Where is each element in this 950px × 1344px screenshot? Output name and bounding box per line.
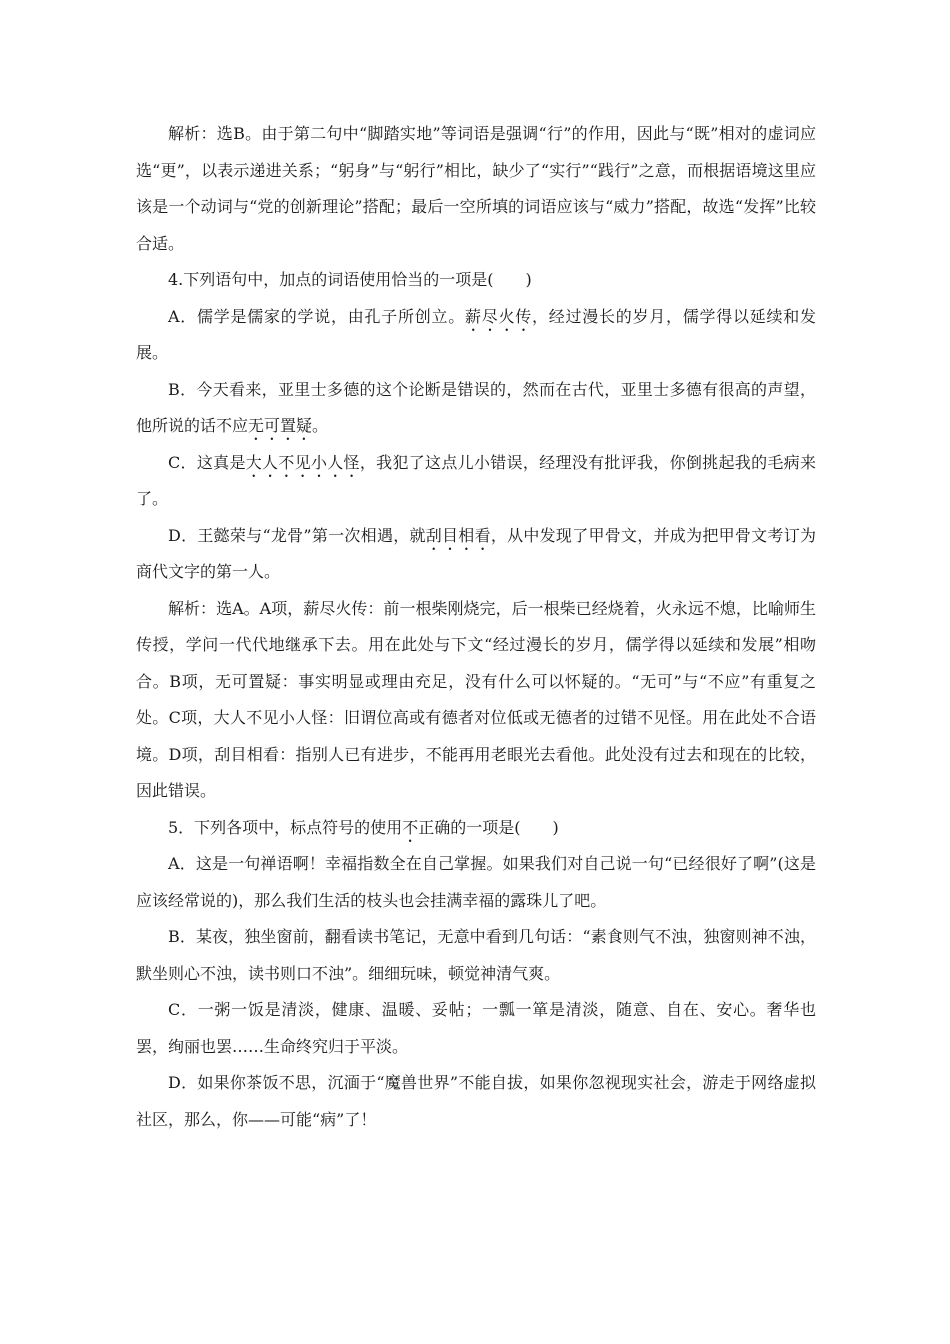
q5-stem-before: 5．下列各项中，标点符号的使用 <box>168 817 403 837</box>
q5-stem-after: 正确的一项是( ) <box>418 817 559 837</box>
document-page <box>136 116 816 1138</box>
q4-option-a <box>136 299 816 372</box>
q4-option-d-text-after: ，从中发现了甲骨文，并成为把甲骨文考订为商代文字的第一人。 <box>136 525 816 581</box>
q4-option-b <box>136 372 816 445</box>
q4-option-b-text-before: B．今天看来，亚里士多德的这个论断是错误的，然而在古代，亚里士多德有很高的声望，他所说的话不应 <box>136 379 816 435</box>
q3-analysis: 解析：选B。由于第二句中“脚踏实地”等词语是强调“行”的作用，因此与“既”相对的虚词应选“更”，以表示递进关系；“躬身”与“躬行”相比，缺少了“实行”“践行”之意，而根据语境这里应该是一个动词与“党的创新理论”搭配；最后一空所填的词语应该与“威力”搭配，故选“发挥”比较合适。 <box>136 124 816 253</box>
q4-option-d-text-before: D．王懿荣与“龙骨”第一次相遇，就 <box>168 525 426 545</box>
q5-option-d: D．如果你茶饭不思，沉湎于“魔兽世界”不能自拔，如果你忽视现实社会，游走于网络虚拟社区，那么，你——可能“病”了！ <box>136 1073 816 1129</box>
q4-option-c-text-before: C．这真是 <box>168 452 246 472</box>
q4-option-b-text-after: 。 <box>312 416 329 435</box>
q4-option-d-dotted-term: 刮目相看 <box>425 525 491 545</box>
q4-option-a-dotted-term: 薪尽火传 <box>465 306 533 326</box>
q4-option-a-text-after: ，经过漫长的岁月，儒学得以延续和发展。 <box>136 306 816 362</box>
q5-stem-dotted-word: 不 <box>402 817 419 837</box>
q5-option-b: B．某夜，独坐窗前，翻看读书笔记，无意中看到几句话：“素食则气不浊，独窗则神不浊，默坐则心不浊，读书则口不浊”。细细玩味，顿觉神清气爽。 <box>136 927 816 983</box>
q5-option-c: C．一粥一饭是清淡，健康、温暖、妥帖；一瓢一箪是清淡，随意、自在、安心。奢华也罢，绚丽也罢……生命终究归于平淡。 <box>136 1000 816 1056</box>
q5-option-a: A．这是一句禅语啊！幸福指数全在自己掌握。如果我们对自己说一句“已经很好了啊”(这是应该经常说的)，那么我们生活的枝头也会挂满幸福的露珠儿了吧。 <box>136 854 816 910</box>
q4-stem: 4.下列语句中，加点的词语使用恰当的一项是( ) <box>168 270 532 289</box>
q4-option-d <box>136 518 816 591</box>
q4-option-b-dotted-term: 无可置疑 <box>248 416 313 435</box>
q4-option-c <box>136 445 816 518</box>
q4-option-a-text-before: A．儒学是儒家的学说，由孔子所创立。 <box>168 306 466 326</box>
q5-stem <box>136 810 816 847</box>
q4-option-c-text-after: ，我犯了这点儿小错误，经理没有批评我，你倒挑起我的毛病来了。 <box>136 452 816 508</box>
q4-analysis: 解析：选A。A项，薪尽火传：前一根柴刚烧完，后一根柴已经烧着，火永远不熄，比喻师生传授，学问一代代地继承下去。用在此处与下文“经过漫长的岁月，儒学得以延续和发展”相吻合。B项，无可置疑：事实明显或理由充足，没有什么可以怀疑的。“无可”与“不应”有重复之处。C项，大人不见小人怪：旧谓位高或有德者对位低或无德者的过错不见怪。用在此处不合语境。D项，刮目相看：指别人已有进步，不能再用老眼光去看他。此处没有过去和现在的比较，因此错误。 <box>136 598 816 800</box>
q4-option-c-dotted-term: 大人不见小人怪 <box>245 452 360 472</box>
